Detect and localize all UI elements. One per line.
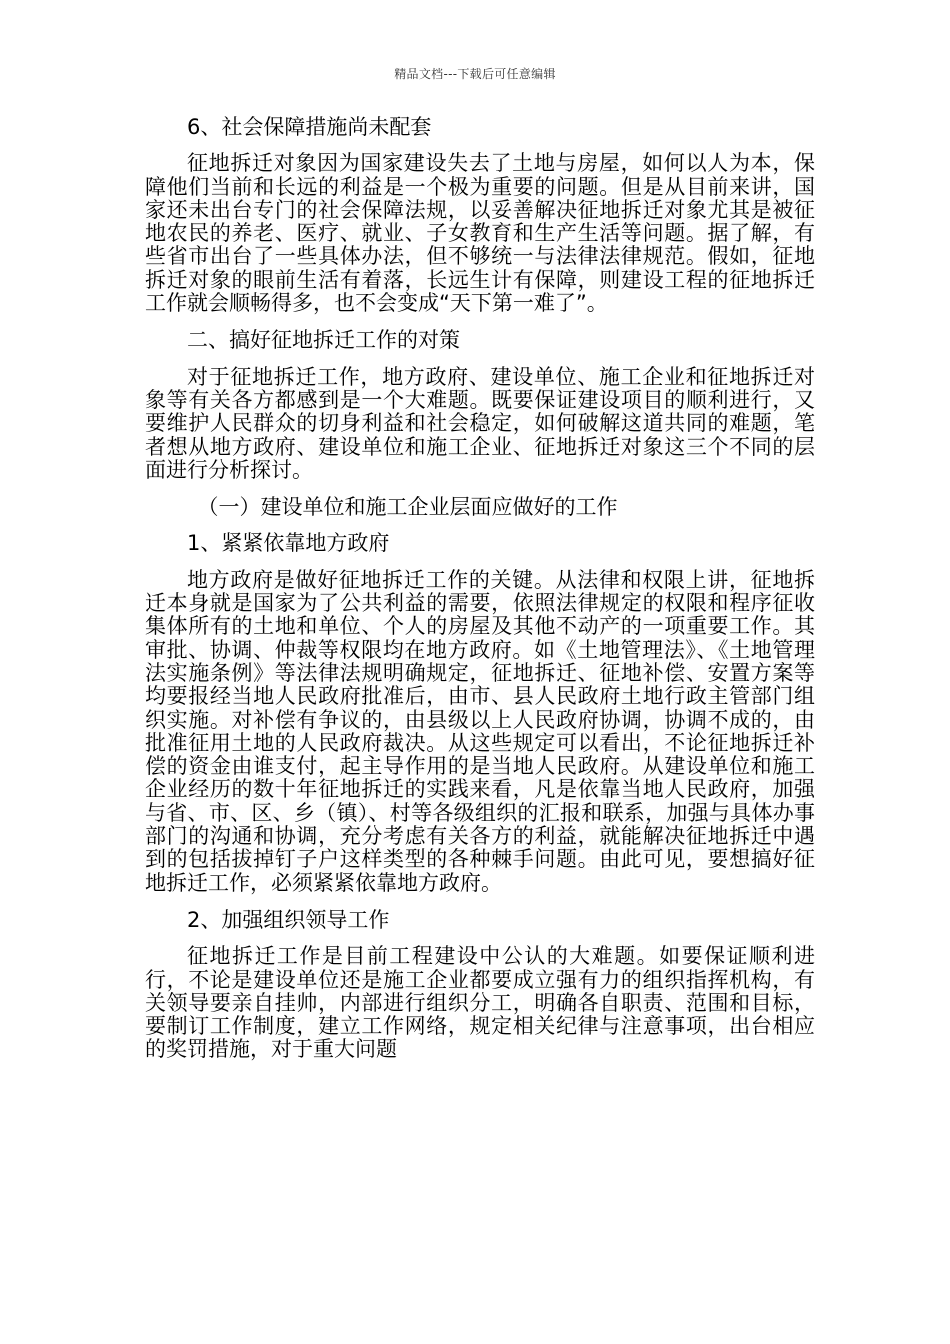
item-heading-rely-on-government: 1、紧紧依靠地方政府 (187, 531, 390, 556)
section-heading-6: 6、社会保障措施尚未配套 (187, 115, 432, 139)
item-heading-strengthen-leadership: 2、加强组织领导工作 (187, 907, 390, 932)
header-watermark: 精品文档---下载后可任意编辑 (394, 67, 556, 81)
paragraph-countermeasures-intro: 对于征地拆迁工作，地方政府、建设单位、施工企业和征地拆迁对象等有关各方都感到是一个大难题。既要保证建设项目的顺利进行，又要维护人民群众的切身利益和社会稳定，如何破解这道共同的难题，笔者想从地方政府、建设单位和施工企业、征地拆迁对象这三个不同的层面进行分析探讨。 (145, 364, 815, 482)
section-heading-countermeasures: 二、搞好征地拆迁工作的对策 (187, 328, 460, 353)
subsection-heading-construction-units: （一）建设单位和施工企业层面应做好的工作 (197, 495, 618, 520)
paragraph-strengthen-leadership: 征地拆迁工作是目前工程建设中公认的大难题。如要保证顺利进行，不论是建设单位还是施工企业都要成立强有力的组织指挥机构，有关领导要亲自挂帅，内部进行组织分工，明确各自职责、范围和目标，要制订工作制度，建立工作网络，规定相关纪律与注意事项，出台相应的奖罚措施，对于重大问题 (145, 944, 815, 1062)
document-body (145, 116, 815, 1076)
paragraph-social-security: 征地拆迁对象因为国家建设失去了土地与房屋，如何以人为本，保障他们当前和长远的利益是一个极为重要的问题。但是从目前来讲，国家还未出台专门的社会保障法规，以妥善解决征地拆迁对象尤其是被征地农民的养老、医疗、就业、子女教育和生产生活等问题。据了解，有些省市出台了一些具体办法，但不够统一与法律法律规范。假如，征地拆迁对象的眼前生活有着落，长远生计有保障，则建设工程的征地拆迁工作就会顺畅得多，也不会变成“天下第一难了”。 (145, 151, 815, 316)
paragraph-rely-on-government: 地方政府是做好征地拆迁工作的关键。从法律和权限上讲，征地拆迁本身就是国家为了公共利益的需要，依照法律规定的权限和程序征收集体所有的土地和单位、个人的房屋及其他不动产的一项重要工作。其审批、协调、仲裁等权限均在地方政府。如《土地管理法》、《土地管理法实施条例》等法律法规明确规定，征地拆迁、征地补偿、安置方案等均要报经当地人民政府批准后，由市、县人民政府土地行政主管部门组织实施。对补偿有争议的，由县级以上人民政府协调，协调不成的，由批准征用土地的人民政府裁决。从这些规定可以看出，不论征地拆迁补偿的资金由谁支付，起主导作用的是当地人民政府。从建设单位和施工企业经历的数十年征地拆迁的实践来看，凡是依靠当地人民政府，加强与省、市、区、乡（镇）、村等各级组织的汇报和联系，加强与具体办事部门的沟通和协调，充分考虑有关各方的利益，就能解决征地拆迁中遇到的包括拔掉钉子户这样类型的各种棘手问题。由此可见，要想搞好征地拆迁工作，必须紧紧依靠地方政府。 (145, 567, 815, 895)
